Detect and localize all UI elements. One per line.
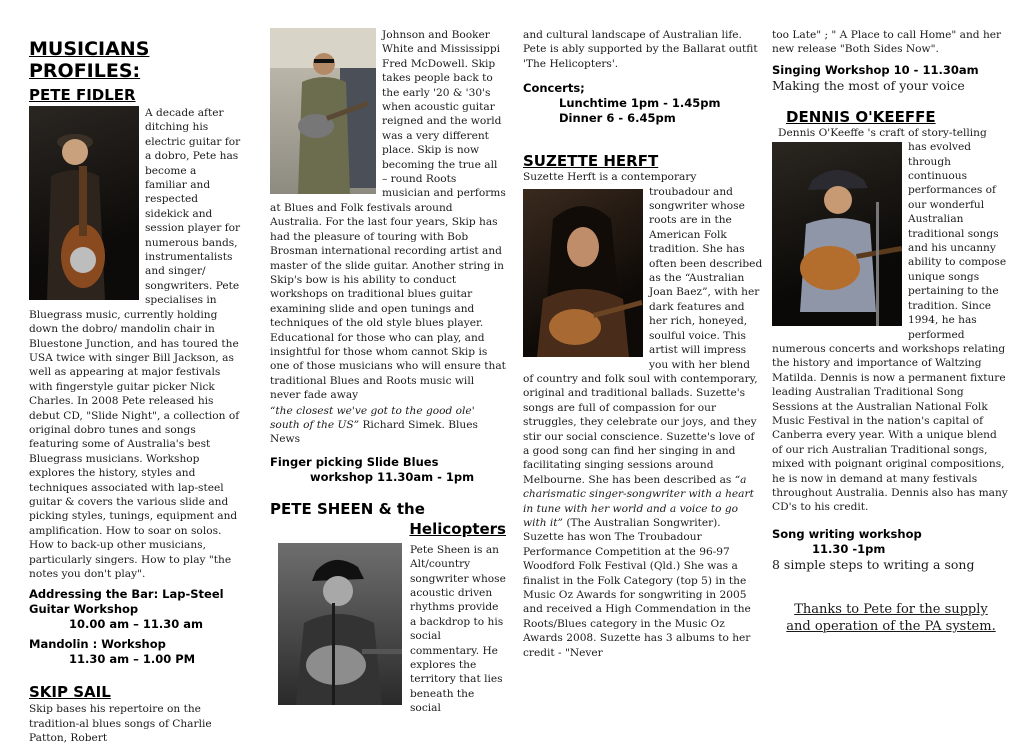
song-writing-workshop-time: 11.30 -1pm xyxy=(812,541,886,556)
column-4 xyxy=(772,28,1010,635)
skip-sail-bio-rest: around Australia. For the last four years, Skip has had the pleasure of touring with Bob Brosman international recording artist and master of the slide guitar. Another string in Skip's bow is his ability to conduct workshops on traditional blues guitar examining slide and open tunings and techniques of the old style blues player. Educational for those who can play, and insightful for those whom cannot Skip is one of those musicians who will ensure that traditional Blues and Roots music will never fade away xyxy=(270,201,506,402)
suzette-herft-bio-intro: Suzette Herft is a contemporary xyxy=(523,171,697,184)
thanks-note: Thanks to Pete for the supply and operation of the PA system. xyxy=(786,601,996,634)
slide-blues-workshop-title: Finger picking Slide Blues xyxy=(270,454,439,469)
dennis-okeeffe-photo xyxy=(772,142,902,326)
suzette-herft-heading: SUZETTE HERFT xyxy=(523,152,659,171)
page-title: MUSICIANS PROFILES: xyxy=(29,38,150,82)
concert-dinner: Dinner 6 - 6.45pm xyxy=(559,111,676,126)
suzette-herft-bio-rest: you with her blend of country and folk soul with contemporary, original and traditional ballads. Suzette's songs are full of compassion for our struggles, they celebrate our joys, and they stir our social conscience. Suzette's love of a good song can find her singing in and facilitating singing sessions around Melbourne. She has been described as xyxy=(523,358,758,486)
skip-sail-quote: “the closest we've got to the good ole' south of the US” xyxy=(270,404,475,431)
skip-sail-quote-attribution: Richard Simek. Blues News xyxy=(270,418,478,446)
mandolin-workshop-time: 11.30 am – 1.00 PM xyxy=(69,652,196,667)
pete-fidler-heading: PETE FIDLER xyxy=(29,86,136,104)
pete-sheen-photo xyxy=(278,543,402,705)
dennis-okeeffe-heading: DENNIS O'KEEFFE xyxy=(786,107,936,126)
pete-sheen-bio-cont: and cultural landscape of Australian life. Pete is ably supported by the Ballarat outfit 'The Helicopters'. xyxy=(523,29,758,70)
singing-workshop-title: Singing Workshop 10 - 11.30am xyxy=(772,62,979,77)
column-3 xyxy=(523,28,763,660)
pete-fidler-photo xyxy=(29,106,139,300)
mandolin-workshop-title: Mandolin : Workshop xyxy=(29,637,166,652)
column-2 xyxy=(270,28,506,716)
pete-sheen-heading-line1: PETE SHEEN & the xyxy=(270,499,425,518)
suzette-albums-cont: too Late" ; " A Place to call Home" and her new release "Both Sides Now". xyxy=(772,29,1002,56)
pete-fidler-bio-right: A decade after ditching his electric guitar for a dobro, Pete has become a familiar and respected sidekick and session player for numerous bands, instrumentalists and singer/ songwriters. Pete specialises in Bluegrass music, xyxy=(29,107,241,321)
dennis-okeeffe-bio-intro: Dennis O'Keeffe 's craft of story-telling xyxy=(778,126,987,139)
concerts-label: Concerts; xyxy=(523,81,585,96)
skip-sail-bio-start: Skip bases his repertoire on the tradition-al blues songs of Charlie Patton, Robert xyxy=(29,703,212,745)
skip-sail-bio-right: Johnson and Booker White and Mississippi Fred McDowell. Skip takes people back to the early '20 & '30's when acoustic guitar reigned and the world was a very different place. Skip is now becoming the true all – round Roots musician and performs at Blues and Folk festivals xyxy=(270,29,506,214)
dennis-okeeffe-bio-rest: numerous concerts and workshops relating the history and importance of Waltzing Matilda. Dennis is now a permanent fixture leading Australian Traditional Song Sessions at the Australian National Folk Music Festival in the nation's capital of Canberra every year. With a unique blend of our rich Australian Traditional songs, mixed with poignant original compositions, he is now in demand at many festivals throughout Australia. Dennis also has many CD's to his credit. xyxy=(772,342,1008,514)
suzette-herft-bio-right: troubadour and songwriter whose roots are in the American Folk tradition. She has often been described as the “Australian Joan Baez”, with her dark features and her rich, honeyed, soulful voice. This artist will impress xyxy=(649,185,763,357)
skip-sail-photo xyxy=(270,28,376,194)
suzette-herft-quote: “a charismatic singer-songwriter with a heart in tune with her world and a voice to go with it” xyxy=(523,473,754,529)
song-writing-workshop-title: Song writing workshop xyxy=(772,526,922,541)
singing-workshop-desc: Making the most of your voice xyxy=(772,77,965,93)
song-writing-workshop-desc: 8 simple steps to writing a song xyxy=(772,556,975,572)
suzette-herft-bio-after-quote: (The Australian Songwriter). Suzette has won The Troubadour Performance Competition at the 96-97 Woodford Folk Festival (Qld.) She was a finalist in the Folk Category (top 5) in the Music Oz Awards for songwriting in 2005 and received a High Commendation in the Roots/Blues category in the Music Oz Awards 2008. Suzette has 3 albums to her credit - "Never xyxy=(523,516,751,659)
concert-lunchtime: Lunchtime 1pm - 1.45pm xyxy=(559,96,721,111)
slide-blues-workshop-time: workshop 11.30am - 1pm xyxy=(310,469,475,484)
suzette-herft-photo xyxy=(523,189,643,357)
pete-sheen-bio-right: Pete Sheen is an Alt/country songwriter whose acoustic driven rhythms provide a backdrop to his social commentary. He explores the territory that lies beneath the social xyxy=(410,543,506,715)
dennis-okeeffe-bio-right: has evolved through continuous performances of our wonderful Australian traditional songs and his uncanny ability to compose unique songs pertaining to the tradition. Since 1994, he has performed xyxy=(908,141,1007,341)
lap-steel-workshop-time: 10.00 am – 11.30 am xyxy=(69,617,204,632)
column-1 xyxy=(29,30,241,746)
lap-steel-workshop-title: Addressing the Bar: Lap-Steel Guitar Workshop xyxy=(29,587,224,617)
pete-sheen-heading-line2: Helicopters xyxy=(409,519,506,538)
skip-sail-heading: SKIP SAIL xyxy=(29,683,111,702)
pete-fidler-bio-rest: currently holding down the dobro/ mandolin chair in Bluestone Junction, and has toured the USA twice with singer Bill Jackson, as well as appearing at major festivals with fingerstyle guitar picker Nick Charles. In 2008 Pete released his debut CD, "Slide Night", a collection of original dobro tunes and songs featuring some of Australia's best Bluegrass musicians. Workshop explores the history, styles and techniques associated with lap-steel guitar & covers the various slide and picking styles, tunings, equipment and amplification. How to soar on solos. How to back-up other musicians, particularly singers. How to play "the notes you don't play". xyxy=(29,308,240,580)
